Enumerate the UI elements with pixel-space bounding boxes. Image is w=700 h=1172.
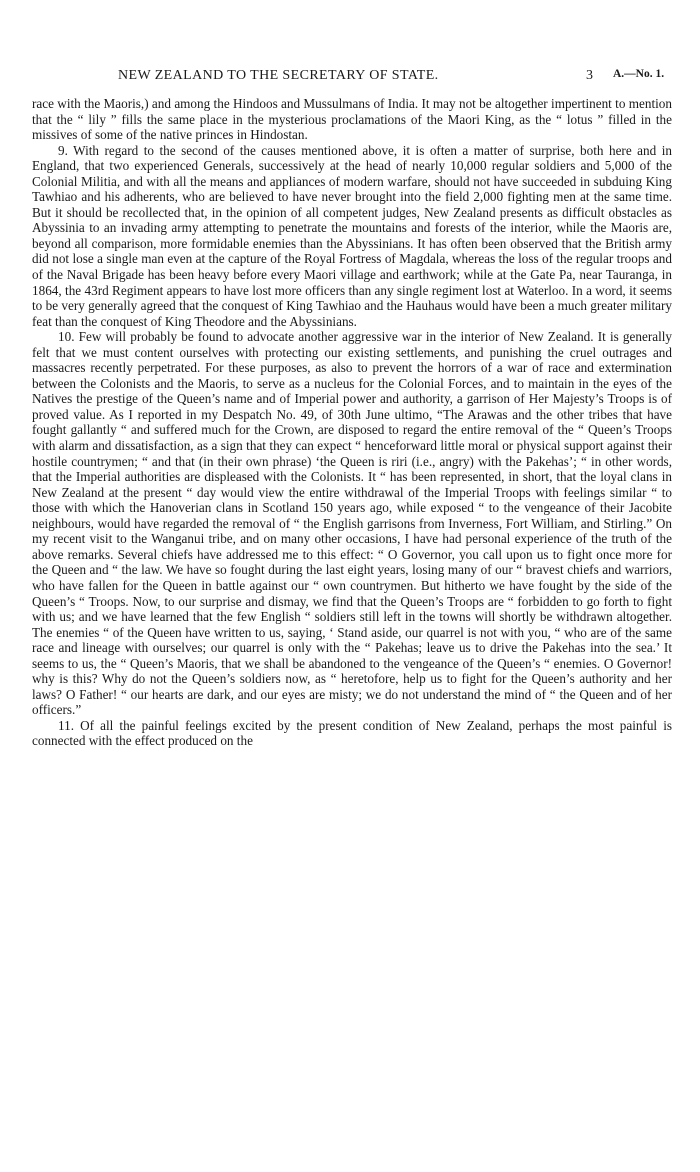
running-title: NEW ZEALAND TO THE SECRETARY OF STATE. [118, 68, 439, 83]
paragraph-continuation: race with the Maoris,) and among the Hindoos and Mussulmans of India. It may not be altogether impertinent to mention that the “ lily ” fills the same place in the mysterious proclamations of the Maori King, as the “ lotus ” filled in the missives of some of the native princes in Hindostan. [32, 96, 672, 143]
page-number: 3 [586, 68, 594, 83]
body-text [32, 96, 672, 749]
document-number: A.—No. 1. [613, 68, 665, 80]
paragraph-10: 10. Few will probably be found to advocate another aggressive war in the interior of New Zealand. It is generally felt that we must content ourselves with protecting our existing settlements, and punishing the cruel outrages and massacres recently perpetrated. For these purposes, as also to prevent the horrors of a war of race and extermination between the Colonists and the Maoris, to serve as a nucleus for the Colonial Forces, and to maintain in the eyes of the Natives the prestige of the Queen’s name and of Imperial power and authority, a garrison of Her Majesty’s Troops is of proved value. As I reported in my Despatch No. 49, of 30th June ultimo, “The Arawas and the other tribes that have fought gallantly “ and suffered much for the Crown, are disposed to regard the entire removal of the “ Queen’s Troops with alarm and dissatisfaction, as a sign that they can expect “ henceforward little moral or physical support against their hostile countrymen; “ and that (in their own phrase) ‘the Queen is riri (i.e., angry) with the Pakehas’; “ in other words, that the Imperial authorities are displeased with the Colonists. It “ has been represented, in short, that the loyal clans in New Zealand at the present “ day would view the entire withdrawal of the Imperial Troops with feelings similar “ to those with which the Hanoverian clans in Scotland 150 years ago, while exposed “ to the vengeance of their Jacobite neighbours, would have regarded the removal of “ the English garrisons from Inverness, Fort William, and Stirling.” On my recent visit to the Wanganui tribe, and on many other occasions, I have had personal experience of the truth of the above remarks. Several chiefs have addressed me to this effect: “ O Governor, you call upon us to fight once more for the Queen and “ the law. We have so fought during the last eight years, losing many of our “ bravest chiefs and warriors, who have fallen for the Queen in battle against our “ own countrymen. But hitherto we have fought by the side of the Queen’s “ Troops. Now, to our surprise and dismay, we find that the Queen’s Troops are “ forbidden to go forth to fight with us; and we have learned that the few English “ soldiers still left in the towns will shortly be withdrawn altogether. The enemies “ of the Queen have written to us, saying, ‘ Stand aside, our quarrel is not with you, “ who are of the same race and lineage with ourselves; our quarrel is only with the “ Pakehas; leave us to drive the Pakehas into the sea.’ It seems to us, the “ Queen’s Maoris, that we shall be abandoned to the vengeance of the Queen’s “ enemies. O Governor! why is this? Why do not the Queen’s soldiers now, as “ heretofore, help us to fight for the Queen’s authority and her laws? O Father! “ our hearts are dark, and our eyes are misty; we do not understand the mind of “ the Queen and of her officers.” [32, 329, 672, 718]
paragraph-9: 9. With regard to the second of the causes mentioned above, it is often a matter of surprise, both here and in England, that two experienced Generals, successively at the head of nearly 10,000 regular soldiers and 5,000 of the Colonial Militia, and with all the means and appliances of modern warfare, should not have succeeded in subduing King Tawhiao and his adherents, who are believed to have never brought into the field 2,000 fighting men at the same time. But it should be recollected that, in the opinion of all competent judges, New Zealand presents as difficult obstacles as Abyssinia to an invading army attempting to penetrate the mountains and forests of the interior, while the Maoris are, beyond all comparison, more formidable enemies than the Abyssinians. It has often been observed that the British army did not lose a single man even at the capture of the Royal Fortress of Magdala, whereas the loss of the regular troops and of the Naval Brigade has been heavy before every Maori village and earthwork; while at the Gate Pa, near Tauranga, in 1864, the 43rd Regiment appears to have lost more officers than any single regiment lost at Waterloo. In a word, it seems to be very generally agreed that the conquest of King Tawhiao and the Hauhaus would have been a much greater military feat than the conquest of King Theodore and the Abyssinians. [32, 142, 672, 329]
paragraph-11: 11. Of all the painful feelings excited by the present condition of New Zealand, perhaps the most painful is connected with the effect produced on the [32, 717, 672, 749]
page-header [0, 68, 700, 88]
